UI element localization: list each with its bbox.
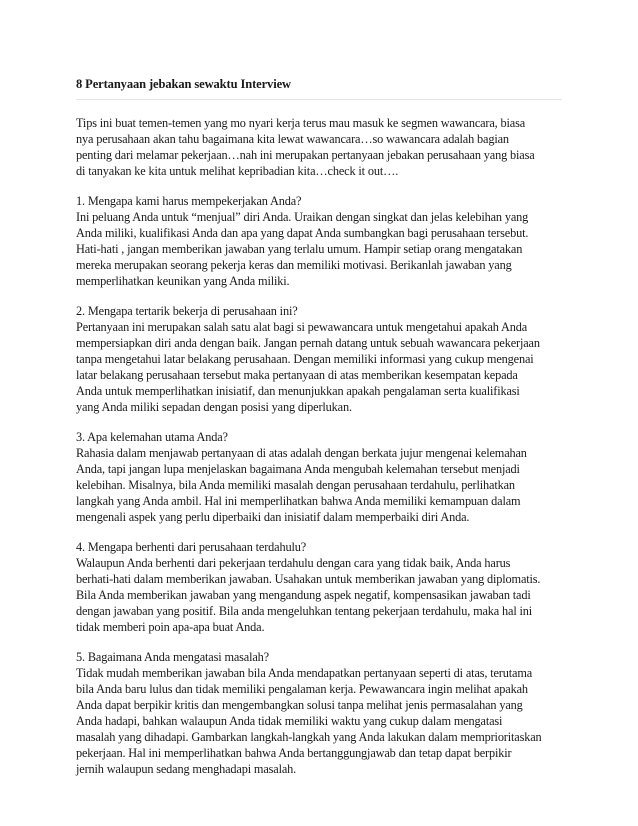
question-section-4 <box>76 540 576 635</box>
text-line: dengan jawaban yang positif. Bila anda mengeluhkan tentang pekerjaan terdahulu, maka hal ini <box>76 603 533 618</box>
text-line: Bila Anda memberikan jawaban yang mengandung aspek negatif, kompensasikan jawaban tadi <box>76 587 531 602</box>
text-line: Walaupun Anda berhenti dari pekerjaan terdahulu dengan cara yang tidak baik, Anda harus <box>76 556 511 571</box>
text-line: masalah yang dihadapi. Gambarkan langkah-langkah yang Anda lakukan dalam memprioritaskan <box>76 729 542 744</box>
text-line: tanpa mengetahui latar belakang perusahaan. Dengan memiliki informasi yang cukup mengenai <box>76 351 534 366</box>
text-line: berhati-hati dalam memberikan jawaban. Usahakan untuk memberikan jawaban yang diplomatis. <box>76 572 541 587</box>
text-line: memperlihatkan keunikan yang Anda miliki. <box>76 273 290 288</box>
text-line: Tidak mudah memberikan jawaban bila Anda mendapatkan pertanyaan seperti di atas, terutama <box>76 666 533 681</box>
question-section-1 <box>76 194 576 289</box>
text-line: Anda miliki, kualifikasi Anda dan apa yang dapat Anda sumbangkan bagi perusahaan tersebut. <box>76 226 529 241</box>
text-line: Anda untuk memperlihatkan inisiatif, dan menunjukkan apakah pengalaman serta kualifikasi <box>76 383 520 398</box>
question-heading: 2. Mengapa tertarik bekerja di perusahaan ini? <box>76 304 298 319</box>
text-line: Hati-hati , jangan memberikan jawaban yang terlalu umum. Hampir setiap orang mengatakan <box>76 241 523 256</box>
text-line: tidak memberi poin apa-apa buat Anda. <box>76 619 265 634</box>
question-heading: 4. Mengapa berhenti dari perusahaan terdahulu? <box>76 540 307 555</box>
document-body <box>76 116 576 792</box>
text-line: mengenali aspek yang perlu diperbaiki dan inisiatif dalam memperbaiki diri Anda. <box>76 509 470 524</box>
text-line: di tanyakan ke kita untuk melihat kepribadian kita…check it out…. <box>76 163 399 178</box>
text-line: mereka merupakan seorang pekerja keras dan memiliki motivasi. Berikanlah jawaban yang <box>76 257 512 272</box>
intro-paragraph <box>76 116 576 180</box>
text-line: bila Anda baru lulus dan tidak memiliki pengalaman kerja. Pewawancara ingin melihat apakah <box>76 682 528 697</box>
title-divider <box>76 99 562 100</box>
text-line: Anda, tapi jangan lupa menjelaskan bagaimana Anda mengubah kelemahan tersebut menjadi <box>76 462 520 476</box>
text-line: Pertanyaan ini merupakan salah satu alat bagi si pewawancara untuk mengetahui apakah Anda <box>76 320 528 335</box>
text-line: langkah yang Anda ambil. Hal ini memperlihatkan bahwa Anda memiliki kemampuan dalam <box>76 493 521 508</box>
text-line: Tips ini buat temen-temen yang mo nyari kerja terus mau masuk ke segmen wawancara, biasa <box>76 116 526 130</box>
text-line: mempersiapkan diri anda dengan baik. Jangan pernah datang untuk sebuah wawancara pekerjaan <box>76 336 540 351</box>
text-line: jernih walaupun sedang menghadapi masalah. <box>76 761 297 776</box>
text-line: pekerjaan. Hal ini memperlihatkan bahwa Anda bertanggungjawab dan tetap dapat berpikir <box>76 745 512 760</box>
text-line: Anda dapat berpikir kritis dan mengembangkan solusi tanpa melihat jenis permasalahan yang <box>76 697 523 712</box>
text-line: penting dari melamar pekerjaan…nah ini merupakan pertanyaan jebakan perusahaan yang biasa <box>76 147 535 162</box>
question-section-5 <box>76 650 576 777</box>
question-section-2 <box>76 304 576 415</box>
text-line: Ini peluang Anda untuk “menjual” diri Anda. Uraikan dengan singkat dan jelas kelebihan yang <box>76 210 529 225</box>
text-line: nya perusahaan akan tahu bagaimana kita lewat wawancara…so wawancara adalah bagian <box>76 131 509 146</box>
question-section-3 <box>76 430 576 525</box>
question-heading: 1. Mengapa kami harus mempekerjakan Anda? <box>76 194 302 209</box>
text-line: Rahasia dalam menjawab pertanyaan di atas adalah dengan berkata jujur mengenai kelemahan <box>76 446 527 461</box>
question-heading: 3. Apa kelemahan utama Anda? <box>76 430 228 445</box>
text-line: yang Anda miliki sepadan dengan posisi yang diperlukan. <box>76 399 352 414</box>
document-title: 8 Pertanyaan jebakan sewaktu Interview <box>76 77 291 91</box>
question-heading: 5. Bagaimana Anda mengatasi masalah? <box>76 650 269 665</box>
text-line: Anda hadapi, bahkan walaupun Anda tidak memiliki waktu yang cukup dalam mengatasi <box>76 713 503 728</box>
text-line: kelebihan. Misalnya, bila Anda memiliki masalah dengan perusahaan terdahulu, perlihatkan <box>76 477 515 492</box>
text-line: latar belakang perusahaan tersebut maka pertanyaan di atas memberikan kesempatan kepada <box>76 367 518 382</box>
